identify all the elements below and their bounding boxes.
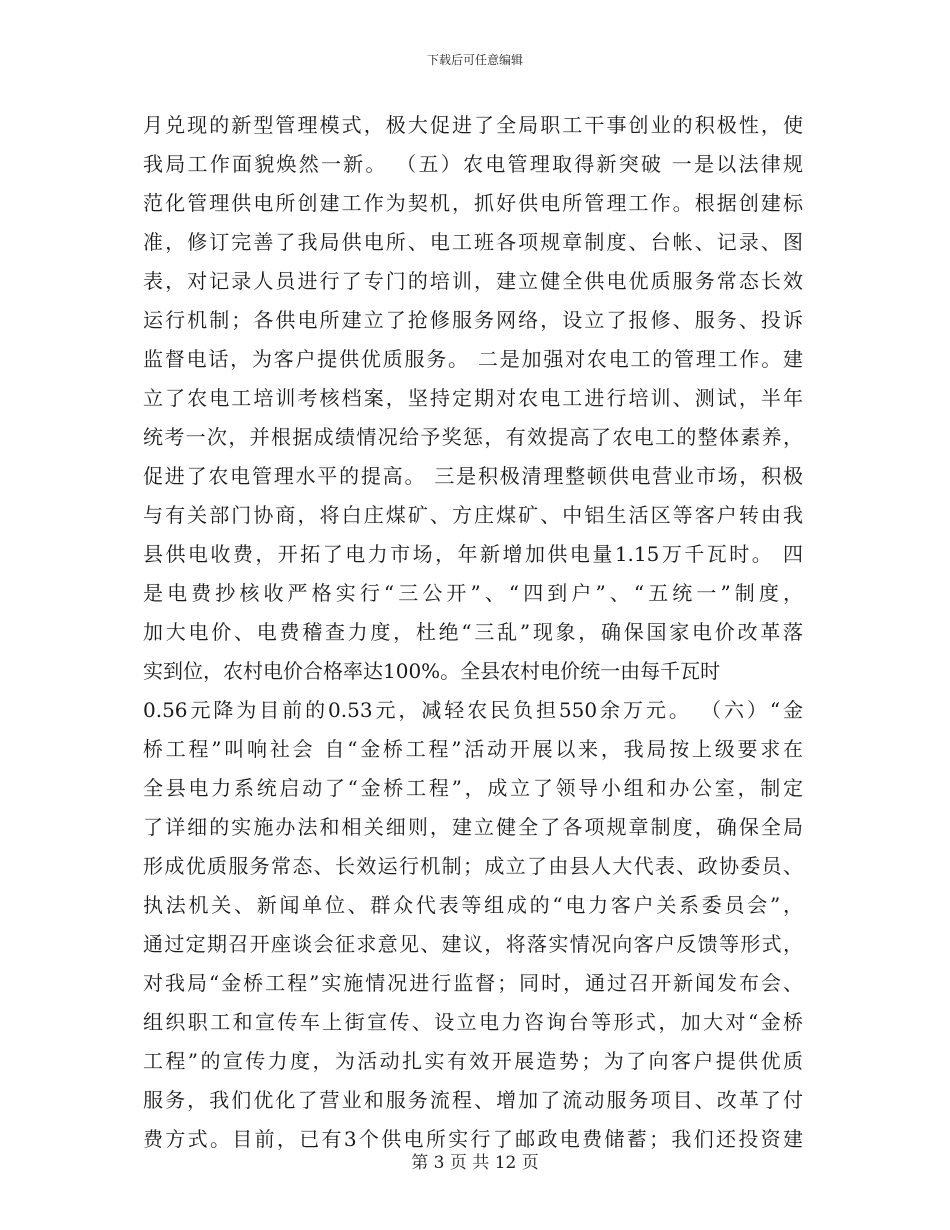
body-line: 0.56元降为目前的0.53元，减轻农民负担550余万元。 （六）“金 <box>143 698 803 722</box>
body-line: 月兑现的新型管理模式，极大促进了全局职工干事创业的积极性，使 <box>143 113 803 137</box>
page-number: 第 3 页 共 12 页 <box>411 1153 539 1173</box>
page-header-note: 下载后可任意编辑 <box>426 53 523 67</box>
body-line: 对我局“金桥工程”实施情况进行监督；同时，通过召开新闻发布会、 <box>143 971 803 995</box>
body-line: 费方式。目前，已有3个供电所实行了邮政电费储蓄；我们还投资建 <box>143 1127 803 1151</box>
body-line: 实到位，农村电价合格率达100%。全县农村电价统一由每千瓦时 <box>143 659 721 683</box>
body-line: 形成优质服务常态、长效运行机制；成立了由县人大代表、政协委员、 <box>143 854 803 878</box>
body-line: 县供电收费，开拓了电力市场，年新增加供电量1.15万千瓦时。 四 <box>143 542 803 566</box>
body-line: 全县电力系统启动了“金桥工程”，成立了领导小组和办公室，制定 <box>143 776 803 800</box>
body-line: 运行机制；各供电所建立了抢修服务网络，设立了报修、服务、投诉 <box>143 308 803 332</box>
body-line: 加大电价、电费稽查力度，杜绝“三乱”现象，确保国家电价改革落 <box>143 620 803 644</box>
body-line: 我局工作面貌焕然一新。 （五）农电管理取得新突破 一是以法律规 <box>143 152 803 176</box>
document-body <box>143 106 803 1159</box>
body-line: 促进了农电管理水平的提高。 三是积极清理整顿供电营业市场，积极 <box>143 464 803 488</box>
body-line: 服务，我们优化了营业和服务流程、增加了流动服务项目、改革了付 <box>143 1088 803 1112</box>
body-line: 桥工程”叫响社会 自“金桥工程”活动开展以来，我局按上级要求在 <box>143 737 803 761</box>
body-line: 统考一次，并根据成绩情况给予奖惩，有效提高了农电工的整体素养， <box>143 425 803 449</box>
body-line: 范化管理供电所创建工作为契机，抓好供电所管理工作。根据创建标 <box>143 191 803 215</box>
body-line: 通过定期召开座谈会征求意见、建议，将落实情况向客户反馈等形式， <box>143 932 803 956</box>
body-line: 工程”的宣传力度，为活动扎实有效开展造势；为了向客户提供优质 <box>143 1049 803 1073</box>
body-line: 立了农电工培训考核档案，坚持定期对农电工进行培训、测试，半年 <box>143 386 803 410</box>
body-line: 与有关部门协商，将白庄煤矿、方庄煤矿、中铝生活区等客户转由我 <box>143 503 803 527</box>
body-line: 监督电话，为客户提供优质服务。 二是加强对农电工的管理工作。建 <box>143 347 803 371</box>
body-line: 是电费抄核收严格实行“三公开”、“四到户”、“五统一”制度， <box>143 581 803 605</box>
body-line: 执法机关、新闻单位、群众代表等组成的“电力客户关系委员会”， <box>143 893 803 917</box>
body-line: 组织职工和宣传车上街宣传、设立电力咨询台等形式，加大对“金桥 <box>143 1010 803 1034</box>
body-line: 准，修订完善了我局供电所、电工班各项规章制度、台帐、记录、图 <box>143 230 803 254</box>
body-line: 表，对记录人员进行了专门的培训，建立健全供电优质服务常态长效 <box>143 269 803 293</box>
body-line: 了详细的实施办法和相关细则，建立健全了各项规章制度，确保全局 <box>143 815 803 839</box>
